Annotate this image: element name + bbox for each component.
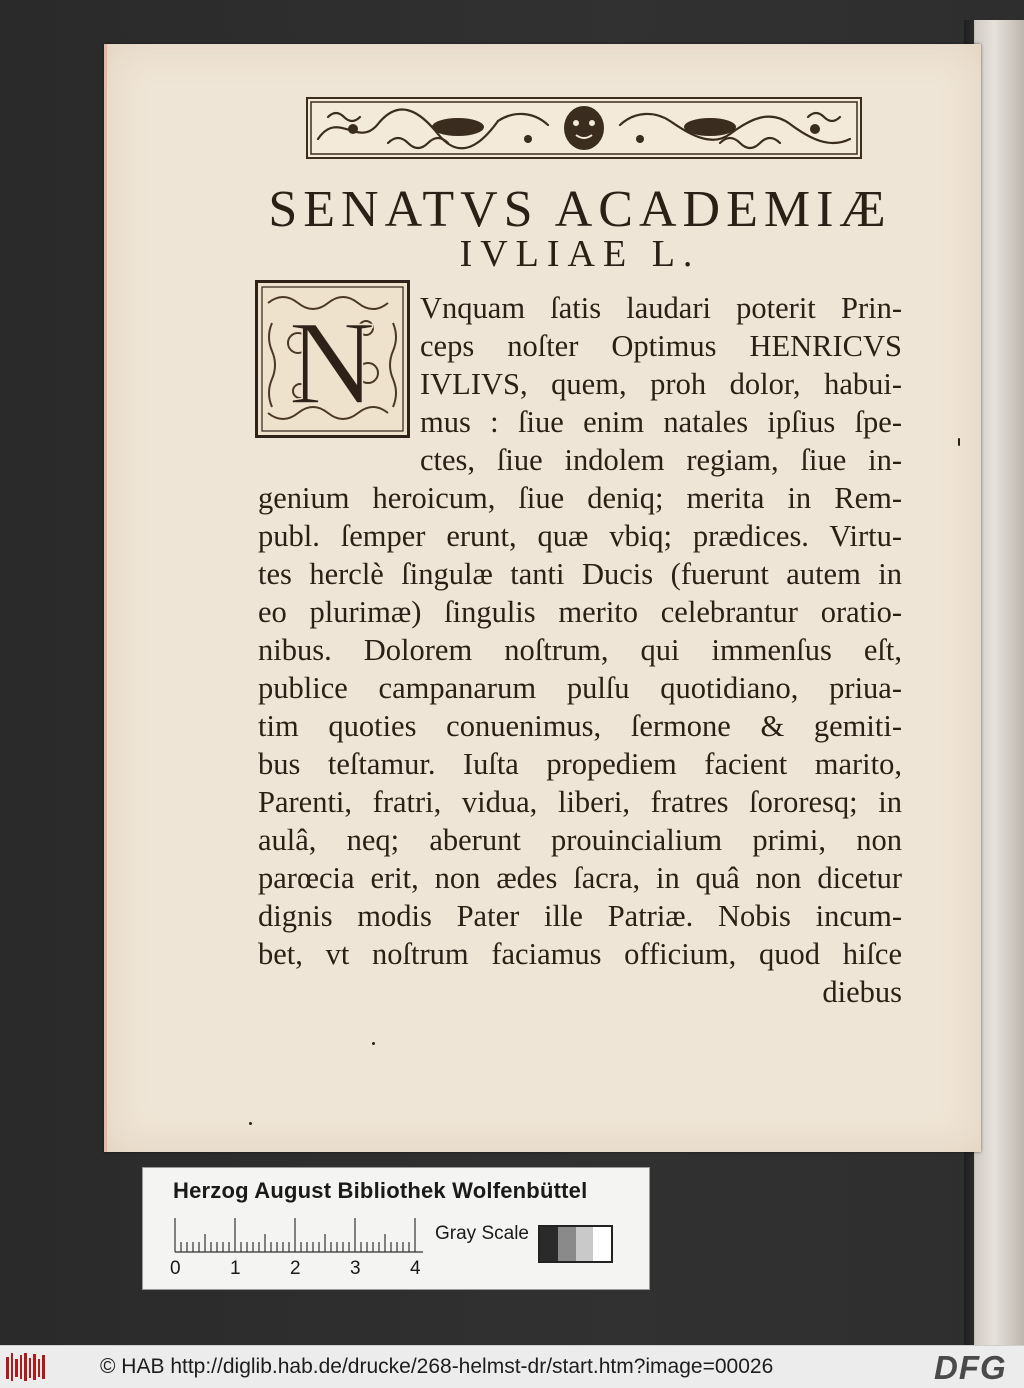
catchword: diebus [822,975,902,1009]
text-line: ceps noſter Optimus HENRICVS [420,329,902,363]
page-subtitle: IVLIAE L. [459,233,701,275]
footer-bar [0,1345,1024,1388]
gray-scale-patches [538,1225,613,1263]
text-line: Parenti, fratri, vidua, liberi, fratres ſororesq; in [258,785,902,819]
hab-barcode-icon [6,1353,48,1381]
text-line: aulâ, neq; aberunt prouincialium primi, non [258,823,902,857]
text-line: mus : ſiue enim natales ipſius ſpe- [420,405,902,439]
page-title: SENATVS ACADEMIÆ [268,181,892,238]
ink-speck [372,1042,375,1045]
dfg-logo: DFG [934,1349,1007,1386]
gray-patch [576,1227,594,1261]
ornamental-headpiece [306,97,862,159]
text-line: Vnquam ſatis laudari poterit Prin- [420,291,902,325]
text-line: bus teſtamur. Iuſta propediem facient marito, [258,747,902,781]
text-line: tim quoties conuenimus, ſermone & gemiti- [258,709,902,743]
text-line: dignis modis Pater ille Patriæ. Nobis incum- [258,899,902,933]
card-title: Herzog August Bibliothek Wolfenbüttel [173,1178,588,1203]
gray-scale-label: Gray Scale [435,1223,529,1244]
ruler-scale [173,1216,425,1256]
ruler-number: 4 [410,1258,421,1279]
ruler-number: 3 [350,1258,361,1279]
adjacent-page-edge [974,20,1024,1345]
ink-speck [249,1122,252,1125]
ruler-number: 0 [170,1258,181,1279]
text-line: parœcia erit, non ædes ſacra, in quâ non dicetur [258,861,902,895]
ruler-number: 2 [290,1258,301,1279]
ink-speck [958,438,960,446]
gray-patch [540,1227,558,1261]
gray-patch [593,1227,611,1261]
text-line: ctes, ſiue indolem regiam, ſiue in- [420,443,902,477]
ruler-number: 1 [230,1258,241,1279]
text-line: genium heroicum, ſiue deniq; merita in Rem- [258,481,902,515]
initial-letter: N [288,296,376,429]
text-line: nibus. Dolorem noſtrum, qui immenſus eſt, [258,633,902,667]
text-line: publ. ſemper erunt, quæ vbiq; prædices. Virtu- [258,519,902,553]
text-line: bet, vt noſtrum faciamus officium, quod hiſce [258,937,902,971]
text-line: publice campanarum pulſu quotidiano, priua- [258,671,902,705]
color-reference-card [142,1167,650,1290]
copyright-url[interactable]: © HAB http://diglib.hab.de/drucke/268-helmst-dr/start.htm?image=00026 [100,1355,774,1378]
decorated-initial [255,280,410,438]
headpiece-ornament-graphic [308,99,860,157]
text-line: eo plurimæ) ſingulis merito celebrantur oratio- [258,595,902,629]
text-line: tes herclè ſingulæ tanti Ducis (fuerunt autem in [258,557,902,591]
text-line: IVLIVS, quem, proh dolor, habui- [420,367,902,401]
initial-letter-graphic [258,283,407,435]
gray-patch [558,1227,576,1261]
